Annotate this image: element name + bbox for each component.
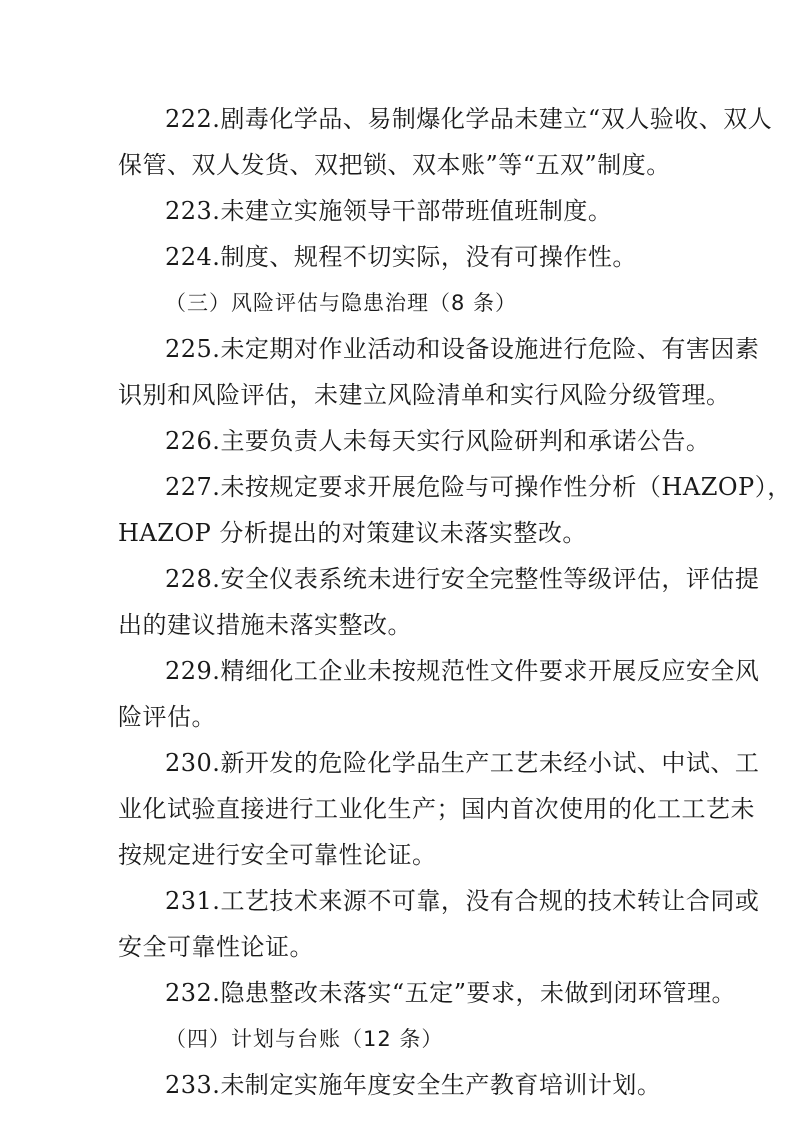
item-233: 233.未制定实施年度安全生产教育培训计划。 xyxy=(165,1071,662,1099)
item-228-line-2: 出的建议措施未落实整改。 xyxy=(118,611,412,639)
item-222-line-2: 保管、双人发货、双把锁、双本账”等“五双”制度。 xyxy=(118,151,671,179)
item-223: 223.未建立实施领导干部带班值班制度。 xyxy=(165,197,613,225)
item-231-line-1: 231.工艺技术来源不可靠，没有合规的技术转让合同或 xyxy=(165,887,760,915)
item-227-line-1: 227.未按规定要求开展危险与可操作性分析（HAZOP）， xyxy=(165,473,792,501)
item-225-line-1: 225.未定期对作业活动和设备设施进行危险、有害因素 xyxy=(165,335,760,363)
item-230-line-2: 业化试验直接进行工业化生产；国内首次使用的化工工艺未 xyxy=(118,795,755,823)
item-230-line-1: 230.新开发的危险化学品生产工艺未经小试、中试、工 xyxy=(165,749,760,777)
item-232: 232.隐患整改未落实“五定”要求，未做到闭环管理。 xyxy=(165,979,736,1007)
item-229-line-1: 229.精细化工企业未按规范性文件要求开展反应安全风 xyxy=(165,657,760,685)
item-228-line-1: 228.安全仪表系统未进行安全完整性等级评估，评估提 xyxy=(165,565,760,593)
section-heading-4: （四）计划与台账（12 条） xyxy=(165,1027,444,1051)
item-230-line-3: 按规定进行安全可靠性论证。 xyxy=(118,841,437,869)
item-224: 224.制度、规程不切实际，没有可操作性。 xyxy=(165,243,637,271)
item-226: 226.主要负责人未每天实行风险研判和承诺公告。 xyxy=(165,427,711,455)
item-227-line-2: HAZOP 分析提出的对策建议未落实整改。 xyxy=(118,519,587,547)
item-229-line-2: 险评估。 xyxy=(118,703,216,731)
item-231-line-2: 安全可靠性论证。 xyxy=(118,933,314,961)
item-225-line-2: 识别和风险评估，未建立风险清单和实行风险分级管理。 xyxy=(118,381,731,409)
section-heading-3: （三）风险评估与隐患治理（8 条） xyxy=(165,291,518,315)
item-222-line-1: 222.剧毒化学品、易制爆化学品未建立“双人验收、双人 xyxy=(165,105,773,133)
